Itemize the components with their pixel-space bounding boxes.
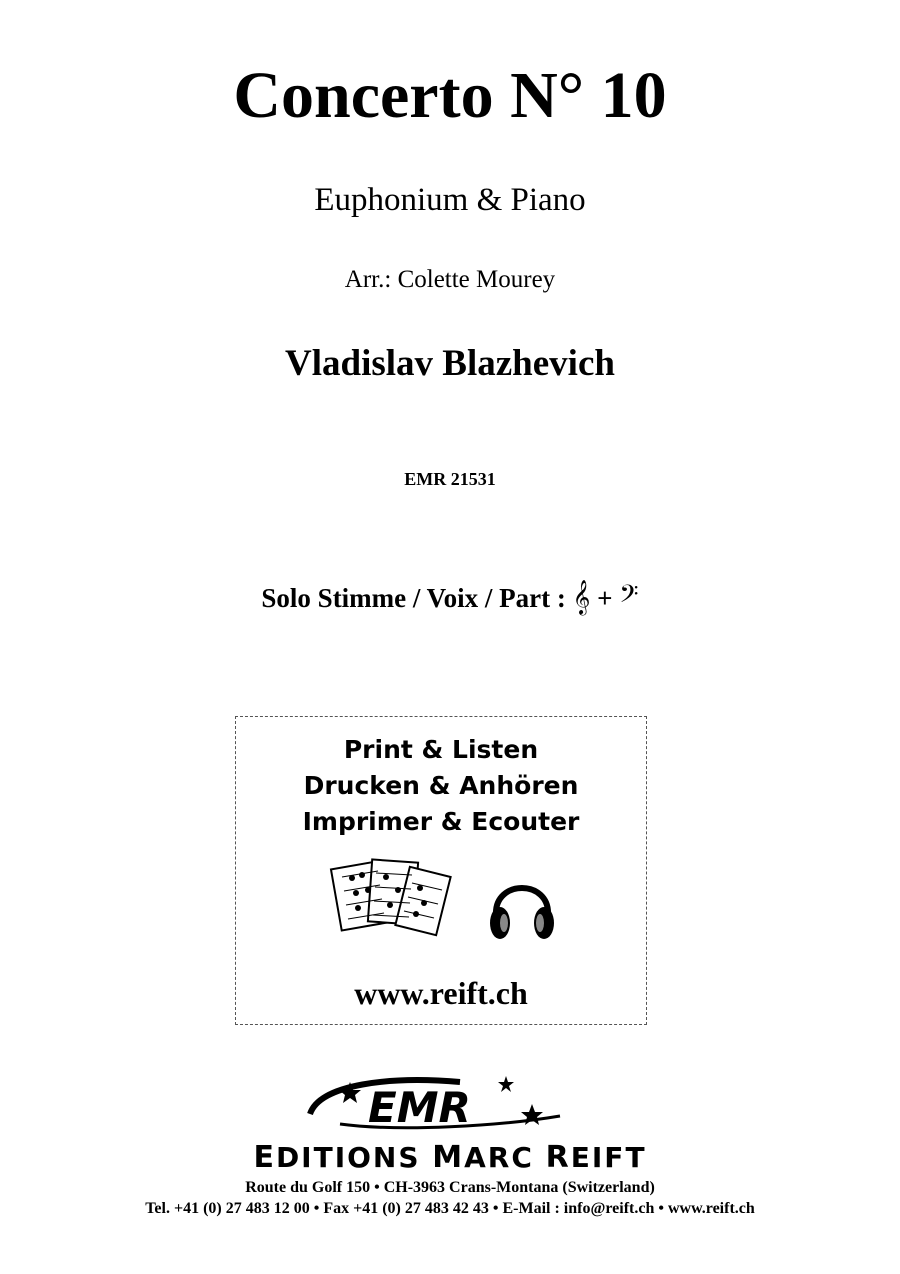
publisher-address: Route du Golf 150 • CH-3963 Crans-Montana (Switzerland): [245, 1179, 655, 1196]
logo-text: EMR: [368, 1083, 471, 1132]
contact-suffix: • www.reift.ch: [654, 1200, 755, 1217]
arranger: Arr.: Colette Mourey: [344, 266, 556, 293]
emr-logo: [300, 1074, 580, 1134]
promo-line-french: Imprimer & Ecouter: [302, 807, 580, 836]
part-plus: +: [597, 583, 613, 613]
part-label: Solo Stimme / Voix / Part :: [261, 583, 566, 613]
instrumentation: Euphonium & Piano: [314, 182, 586, 218]
contact-prefix: Tel. +41 (0) 27 483 12 00 • Fax +41 (0) 27 483 42 43 • E-Mail :: [145, 1200, 564, 1217]
publisher-name: EDITIONS MARC REIFT: [253, 1140, 647, 1175]
bass-clef-icon: 𝄢: [619, 580, 639, 615]
composer: Vladislav Blazhevich: [285, 343, 615, 384]
treble-clef-icon: 𝄞: [572, 580, 591, 615]
sheet-music-icon: [328, 853, 458, 943]
promo-line-english: Print & Listen: [343, 735, 539, 764]
part-line: [0, 580, 900, 615]
headphones-icon: [486, 867, 558, 947]
promo-line-german: Drucken & Anhören: [303, 771, 579, 800]
page-title: Concerto N° 10: [233, 59, 667, 132]
email-link[interactable]: info@reift.ch: [563, 1200, 655, 1217]
edition-number: EMR 21531: [404, 469, 496, 489]
website-url[interactable]: www.reift.ch: [354, 975, 528, 1011]
publisher-contact: [0, 1200, 900, 1218]
print-listen-box: [235, 716, 647, 1025]
